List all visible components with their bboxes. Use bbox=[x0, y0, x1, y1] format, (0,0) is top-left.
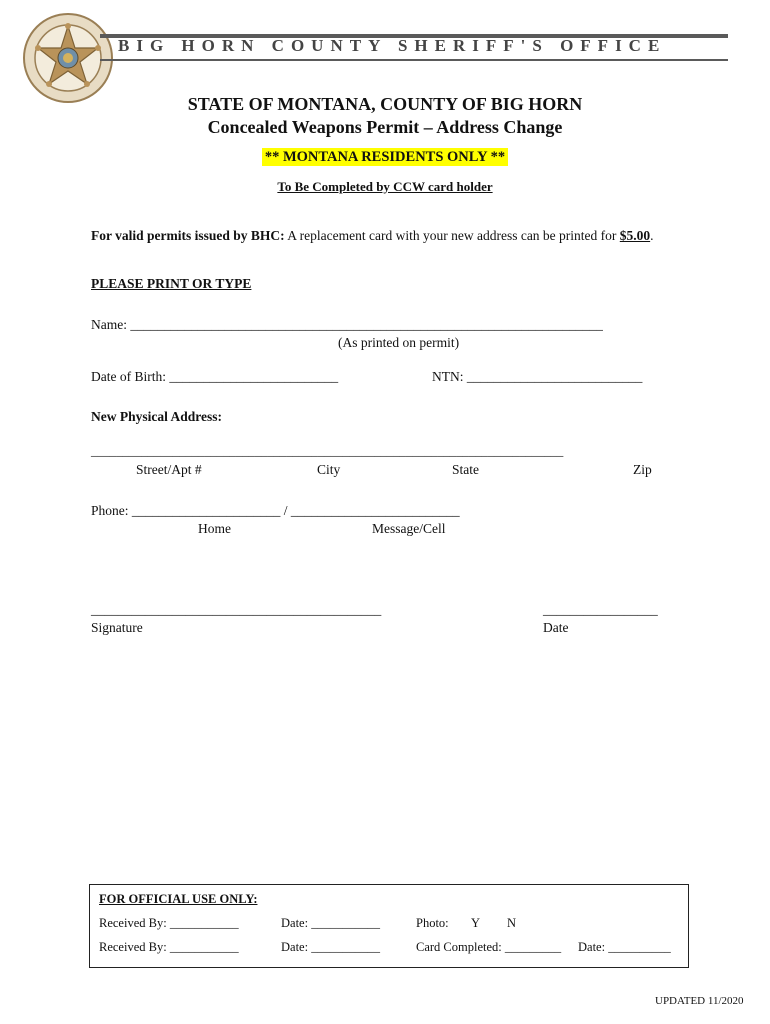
notice-text: A replacement card with your new address can be printed for bbox=[287, 228, 617, 243]
phone-home-line[interactable]: ______________________ bbox=[131, 503, 281, 518]
name-field[interactable] bbox=[91, 317, 603, 333]
replacement-notice bbox=[91, 228, 654, 244]
ntn-line[interactable]: __________________________ bbox=[466, 369, 643, 384]
residents-only-notice bbox=[0, 148, 770, 166]
photo-no: N bbox=[507, 916, 517, 930]
notice-lead: For valid permits issued by BHC: bbox=[91, 228, 285, 243]
dob-field[interactable] bbox=[91, 369, 338, 385]
name-label: Name: bbox=[91, 317, 127, 332]
zip-caption: Zip bbox=[633, 462, 652, 477]
signature-caption: Signature bbox=[91, 620, 143, 635]
city-caption: City bbox=[317, 462, 341, 477]
date-caption: Date bbox=[543, 620, 569, 635]
received-by-2: Received By: ___________ bbox=[99, 940, 239, 954]
print-instruction: PLEASE PRINT OR TYPE bbox=[91, 276, 252, 291]
state-caption: State bbox=[452, 462, 479, 477]
phone-field[interactable] bbox=[91, 503, 460, 519]
form-title-permit: Concealed Weapons Permit – Address Change bbox=[207, 117, 563, 137]
official-date-1: Date: ___________ bbox=[281, 916, 380, 930]
phone-cell-line[interactable]: _________________________ bbox=[290, 503, 460, 518]
form-subtitle: To Be Completed by CCW card holder bbox=[277, 179, 493, 194]
official-date-3: Date: __________ bbox=[578, 940, 671, 954]
date-line[interactable]: _________________ bbox=[543, 602, 658, 617]
notice-end: . bbox=[650, 228, 654, 243]
street-caption: Street/Apt # bbox=[136, 462, 202, 477]
banner-bottom-rule bbox=[100, 59, 728, 61]
name-line[interactable]: ______________________________________________________________________ bbox=[130, 317, 603, 332]
photo-yes: Y bbox=[471, 916, 481, 930]
home-caption: Home bbox=[198, 521, 231, 536]
form-title-state: STATE OF MONTANA, COUNTY OF BIG HORN bbox=[187, 94, 583, 114]
address-line[interactable]: ___________________________________________________________________________ bbox=[91, 444, 564, 458]
card-completed: Card Completed: _________ bbox=[416, 940, 562, 954]
photo-label: Photo: bbox=[416, 916, 449, 930]
dob-line[interactable]: _________________________ bbox=[169, 369, 339, 384]
address-heading: New Physical Address: bbox=[91, 409, 223, 424]
signature-line[interactable]: ___________________________________________ bbox=[91, 602, 382, 617]
dob-label: Date of Birth: bbox=[91, 369, 166, 384]
official-date-2: Date: ___________ bbox=[281, 940, 380, 954]
phone-label: Phone: bbox=[91, 503, 129, 518]
cell-caption: Message/Cell bbox=[372, 521, 446, 536]
office-banner: BIG HORN COUNTY SHERIFF'S OFFICE bbox=[118, 36, 667, 55]
name-hint: (As printed on permit) bbox=[338, 335, 460, 350]
sheriff-seal-logo bbox=[22, 12, 114, 104]
received-by-1: Received By: ___________ bbox=[99, 916, 239, 930]
highlight-text: ** MONTANA RESIDENTS ONLY ** bbox=[262, 148, 508, 166]
phone-separator: / bbox=[283, 503, 288, 518]
notice-price: $5.00 bbox=[619, 228, 651, 243]
updated-date: UPDATED 11/2020 bbox=[655, 995, 744, 1007]
ntn-label: NTN: bbox=[432, 369, 464, 384]
official-heading: FOR OFFICIAL USE ONLY: bbox=[99, 892, 258, 906]
ntn-field[interactable] bbox=[432, 369, 642, 385]
